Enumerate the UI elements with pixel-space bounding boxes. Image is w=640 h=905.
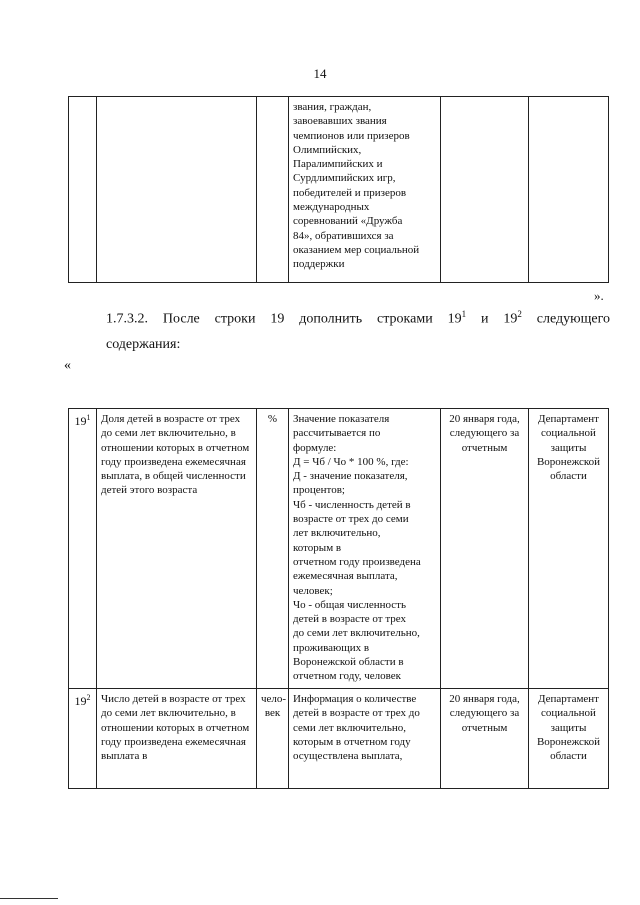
table-cell <box>529 97 609 283</box>
page-number: 14 <box>313 66 327 81</box>
table-cell <box>257 97 289 283</box>
paragraph-line-1 <box>106 306 610 332</box>
continuation-indicator-cell: звания, граждан, завоевавших звания чемпионов или призеров Олимпийских, Паралимпийских и Сурдлимпийских игр, победителей и призеров международных соревнований «Дружба 84», обратившихся за оказанием мер социальной поддержки <box>289 97 441 283</box>
table-row <box>69 409 609 689</box>
row-number: $19^2$ <box>69 689 97 789</box>
unit-cell: чело- век <box>257 689 289 789</box>
indicator-name: Число детей в возрасте от трех до семи лет включительно, в отношении которых в отчетном году произведена ежемесячная выплата в <box>97 689 257 789</box>
row-number: $19^1$ <box>69 409 97 689</box>
table-cell <box>69 97 97 283</box>
continuation-table <box>68 96 609 283</box>
table-row <box>69 689 609 789</box>
method-cell: Информация о количестве детей в возрасте от трех до семи лет включительно, которым в отчетном году осуществлена выплата, <box>289 689 441 789</box>
unit-cell: % <box>257 409 289 689</box>
table-cell <box>441 97 529 283</box>
closing-quote: ». <box>594 288 604 303</box>
responsible-cell: Департамент социальной защиты Воронежской области <box>529 689 609 789</box>
deadline-cell: 20 января года, следующего за отчетным <box>441 689 529 789</box>
deadline-cell: 20 января года, следующего за отчетным <box>441 409 529 689</box>
superscript: 2 <box>517 309 522 319</box>
superscript: 1 <box>461 309 467 319</box>
footer-divider <box>0 898 58 899</box>
responsible-cell: Департамент социальной защиты Воронежской области <box>529 409 609 689</box>
amendment-paragraph <box>106 306 610 357</box>
paragraph-suffix: следующего <box>521 311 611 327</box>
opening-quote: « <box>64 358 71 373</box>
method-cell: Значение показателя рассчитывается по формуле: Д = Чб / Чо * 100 %, где: Д - значение показателя, процентов; Чб - численность детей в возрасте от трех до семи лет включительно, которым в отчетном году произведена ежемесячная выплата, человек; Чо - общая численность детей в возрасте от трех до семи лет включительно, проживающих в Воронежской области в отчетном году, человек <box>289 409 441 689</box>
paragraph-line-2: содержания: <box>106 336 181 352</box>
indicators-table <box>68 408 609 789</box>
table-cell <box>97 97 257 283</box>
indicator-name: Доля детей в возрасте от трех до семи лет включительно, в отношении которых в отчетном году произведена ежемесячная выплата, в общей численности детей этого возраста <box>97 409 257 689</box>
paragraph-prefix: 1.7.3.2. После строки 19 дополнить строками 19 <box>106 311 462 327</box>
table-row <box>69 97 609 283</box>
paragraph-mid: и 19 <box>466 311 518 327</box>
